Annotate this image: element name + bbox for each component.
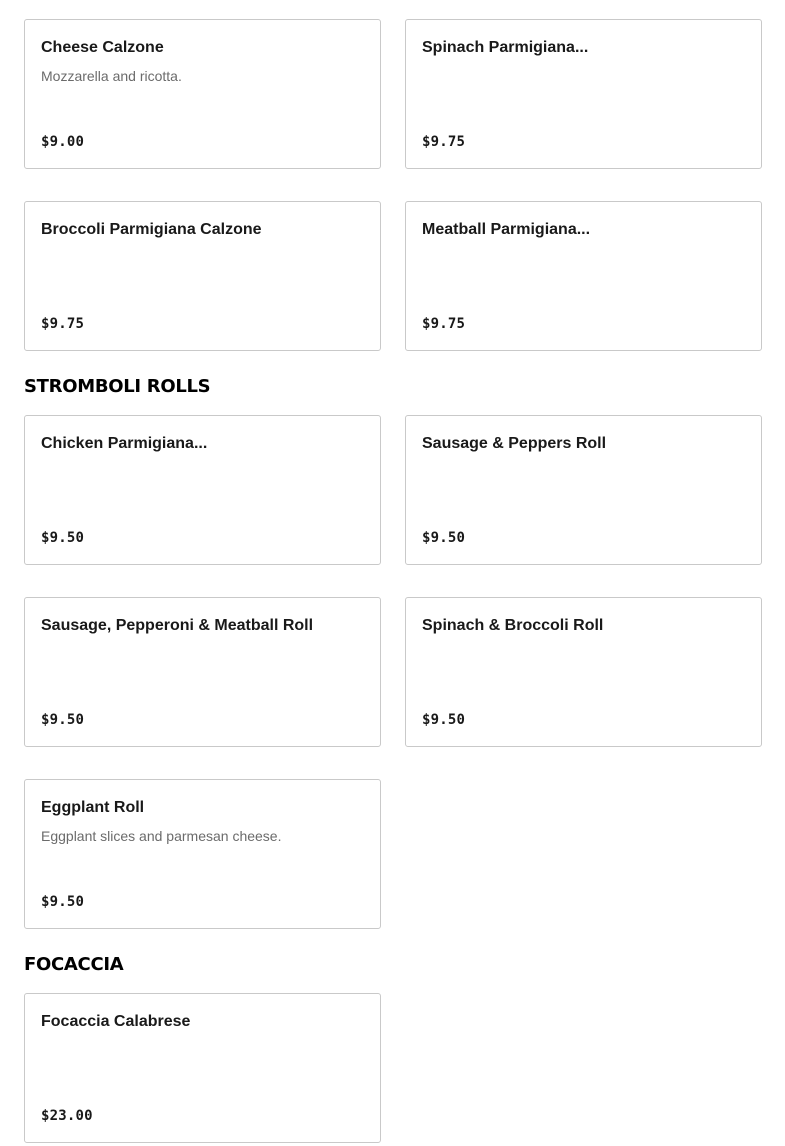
menu-item-price: $9.50 [41,530,85,546]
menu-item-price: $9.00 [41,134,85,150]
menu-item-name: Focaccia Calabrese [41,1013,191,1030]
menu-item-card[interactable] [405,415,762,565]
menu-item-price: $9.50 [422,530,466,546]
menu-item-name: Spinach Parmigiana... [422,39,589,56]
menu-item-price: $9.75 [422,134,466,150]
menu-item-card[interactable] [24,779,381,929]
section-title-focaccia: FOCACCIA [24,954,124,975]
menu-item-description: Eggplant slices and parmesan cheese. [41,828,282,844]
menu-item-price: $23.00 [41,1108,93,1124]
menu-item-price: $9.50 [41,712,85,728]
menu-item-card[interactable] [405,19,762,169]
menu-item-name: Broccoli Parmigiana Calzone [41,221,262,238]
menu-item-card[interactable] [24,201,381,351]
menu-item-name: Cheese Calzone [41,39,164,56]
menu-item-name: Sausage & Peppers Roll [422,435,607,452]
menu-item-card[interactable] [405,201,762,351]
section-title-stromboli-rolls: STROMBOLI ROLLS [24,376,211,397]
menu-item-name: Eggplant Roll [41,799,145,816]
menu-item-card[interactable] [405,597,762,747]
menu-item-card[interactable] [24,597,381,747]
menu-item-card[interactable] [24,993,381,1143]
menu-item-price: $9.75 [422,316,466,332]
menu-item-name: Sausage, Pepperoni & Meatball Roll [41,617,314,634]
menu-item-price: $9.75 [41,316,85,332]
menu-item-card[interactable] [24,19,381,169]
menu-item-card[interactable] [24,415,381,565]
menu-item-price: $9.50 [422,712,466,728]
menu-item-price: $9.50 [41,894,85,910]
menu-item-description: Mozzarella and ricotta. [41,68,182,84]
menu-item-name: Meatball Parmigiana... [422,221,591,238]
menu-item-name: Chicken Parmigiana... [41,435,208,452]
menu-item-name: Spinach & Broccoli Roll [422,617,604,634]
